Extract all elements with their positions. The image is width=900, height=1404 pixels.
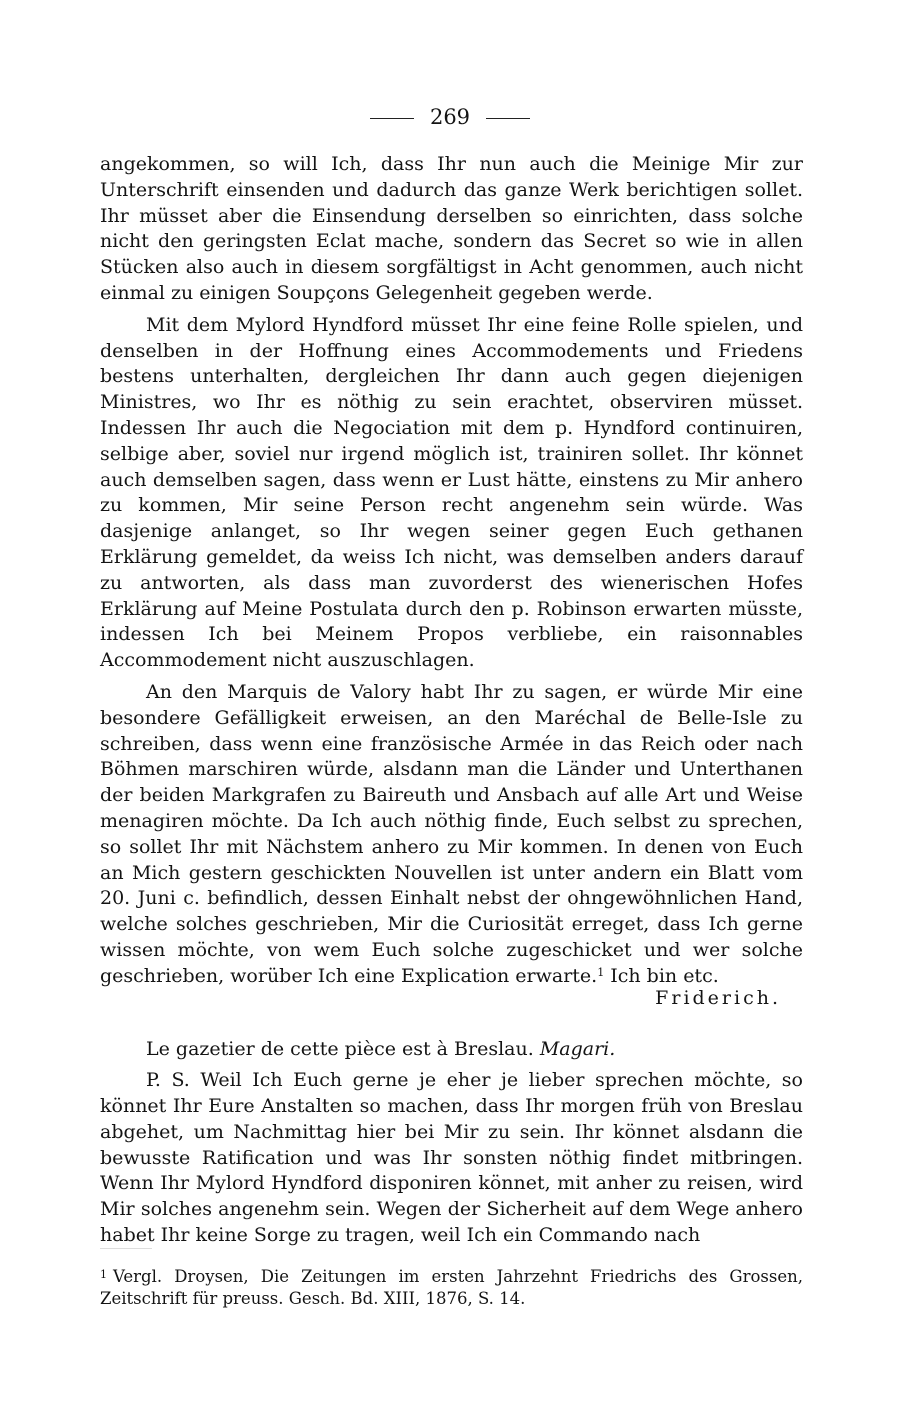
header-dash-right [486, 118, 530, 119]
footnote [100, 1264, 803, 1310]
footnote-divider [100, 1248, 152, 1249]
note-italic: Magari. [539, 1037, 616, 1060]
paragraph-2: Mit dem Mylord Hyndford müsset Ihr eine feine Rolle spielen, und denselben in der Hoffnung eines Accommodements und Friedens bestens unterhalten, dergleichen Ihr dann auch gegen diejenigen Ministres, wo Ihr es nöthig zu sein erachtet, observiren müsset. Indessen Ihr auch die Negociation mit dem p. Hyndford continuiren, selbige aber, soviel nur irgend möglich ist, trainiren sollet. Ihr könnet auch demselben sagen, dass wenn er Lust hätte, einstens zu Mir anhero zu kommen, Mir seine Person recht angenehm sein würde. Was dasjenige anlanget, so Ihr wegen seiner gegen Euch gethanen Erklärung gemeldet, da weiss Ich nicht, was demselben anders darauf zu antworten, als dass man zuvorderst des wienerischen Hofes Erklärung auf Meine Postulata durch den p. Robinson erwarten müsste, indessen Ich bei Meinem Propos verbliebe, ein raisonnables Accommodement nicht auszuschlagen. [100, 313, 803, 672]
footnote-text: Vergl. Droysen, Die Zeitungen im ersten Jahrzehnt Friedrichs des Grossen, Zeitschrift für preuss. Gesch. Bd. XIII, 1876, S. 14. [100, 1267, 803, 1308]
footnote-marker: 1 [100, 1268, 107, 1281]
paragraph-3-text: An den Marquis de Valory habt Ihr zu sagen, er würde Mir eine besondere Gefälligkeit erweisen, an den Maréchal de Belle-Isle zu schreiben, dass wenn eine französische Armée in das Reich oder nach Böhmen marschiren würde, alsdann man die Länder und Unterthanen der beiden Markgrafen zu Baireuth und Ansbach auf alle Art und Weise menagiren möchte. Da Ich auch nöthig finde, Euch selbst zu sprechen, so sollet Ihr mit Nächstem anhero zu Mir kommen. In denen von Euch an Mich gestern geschickten Nouvellen ist unter andern ein Blatt vom 20. Juni c. befindlich, dessen Einhalt nebst der ohngewöhnlichen Hand, welche solches geschrieben, Mir die Curiosität erreget, dass Ich gerne wissen möchte, von wem Euch solche zugeschicket und wer solche geschrieben, worüber Ich eine Explication erwarte. [100, 680, 803, 987]
signature: Friderich. [655, 986, 781, 1009]
header-dash-left [370, 118, 414, 119]
footnote-reference: 1 [597, 965, 605, 979]
paragraph-1: angekommen, so will Ich, dass Ihr nun auch die Meinige Mir zur Unterschrift einsenden und dadurch das ganze Werk berichtigen sollet. Ihr müsset aber die Einsendung derselben so einrichten, dass solche nicht den geringsten Eclat mache, sondern das Secret so wie in allen Stücken also auch in diesem sorgfältigst in Acht genommen, auch nicht einmal zu einigen Soupçons Gelegenheit gegeben werde. [100, 153, 803, 304]
postscript: P. S. Weil Ich Euch gerne je eher je lieber sprechen möchte, so könnet Ihr Eure Anstalten so machen, dass Ihr morgen früh von Breslau abgehet, um Nachmittag hier bei Mir zu sein. Ihr könnet alsdann die bewusste Ratification und was Ihr sonsten nöthig findet mitbringen. Wenn Ihr Mylord Hyndford disponiren könnet, mit anher zu reisen, wird Mir solches angenehm sein. Wegen der Sicherheit auf dem Wege anhero habet Ihr keine Sorge zu tragen, weil Ich ein Commando nach [100, 1069, 803, 1247]
body-text [100, 152, 803, 1249]
note-text: Le gazetier de cette pièce est à Breslau. [146, 1037, 534, 1060]
page-header [0, 104, 900, 130]
paragraph-3-closing: Ich bin etc. [610, 964, 719, 987]
note-line [100, 1037, 803, 1063]
paragraph-3 [100, 680, 803, 990]
page-number: 269 [429, 105, 471, 129]
